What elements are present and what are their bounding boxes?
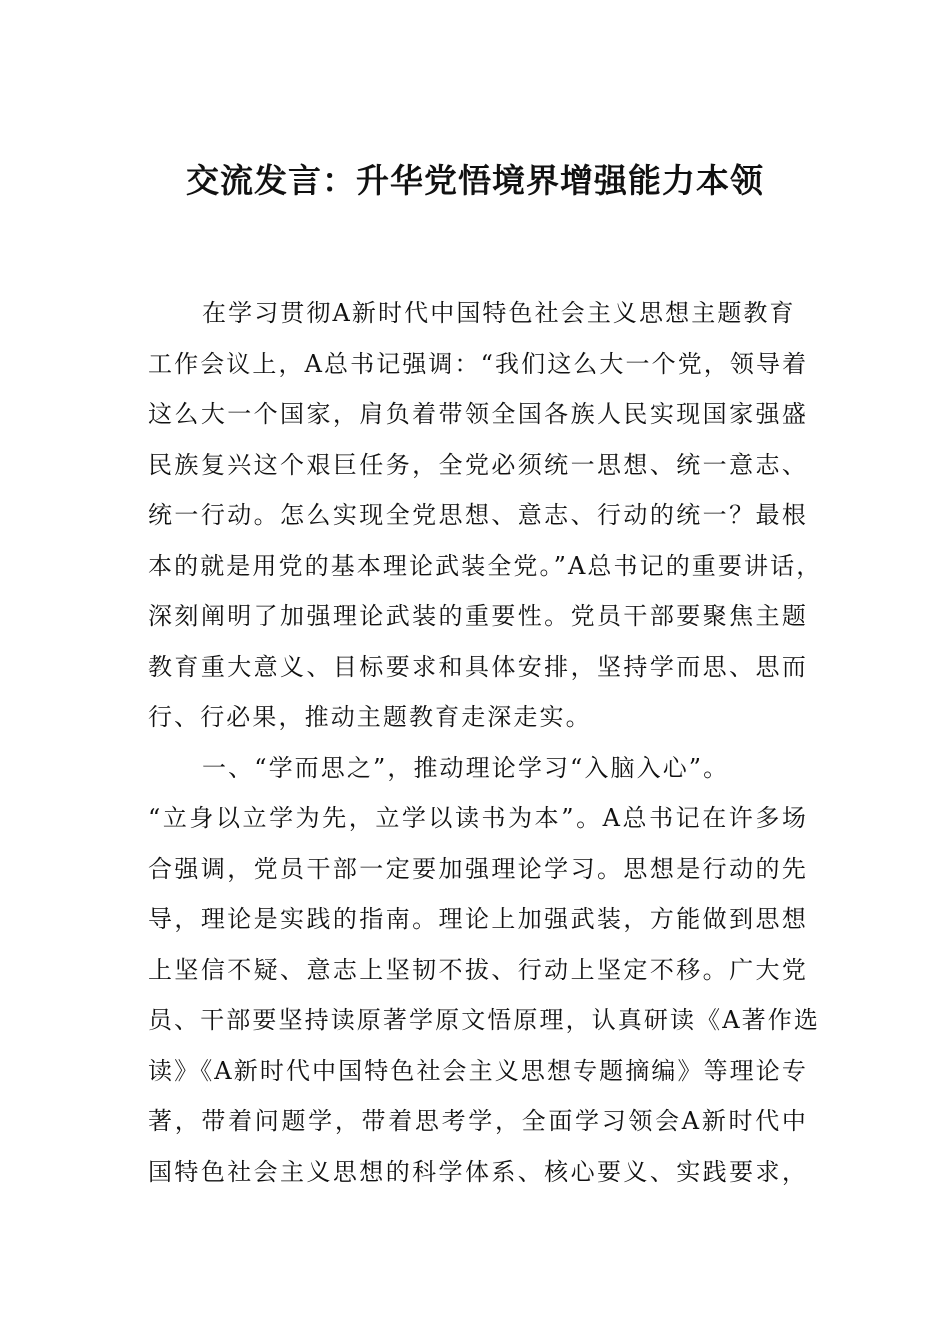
document-title: 交流发言：升华党悟境界增强能力本领	[186, 161, 764, 200]
section-heading-1: 一、“学而思之”，推动理论学习“入脑入心”。	[202, 753, 730, 782]
paragraph-2-line-6: 读》《A新时代中国特色社会主义思想专题摘编》等理论专	[148, 1056, 808, 1085]
paragraph-1-line-1: 在学习贯彻A新时代中国特色社会主义思想主题教育	[202, 299, 796, 327]
paragraph-1-line-8: 教育重大意义、目标要求和具体安排，坚持学而思、思而	[148, 652, 808, 681]
paragraph-2-line-4: 上坚信不疑、意志上坚韧不拔、行动上坚定不移。广大党	[148, 955, 808, 984]
paragraph-2-line-8: 国特色社会主义思想的科学体系、核心要义、实践要求，	[148, 1157, 808, 1186]
document-body	[148, 288, 823, 1197]
paragraph-1-line-3: 这么大一个国家，肩负着带领全国各族人民实现国家强盛	[148, 400, 808, 428]
paragraph-2-line-3: 导，理论是实践的指南。理论上加强武装，方能做到思想	[148, 905, 808, 933]
paragraph-2-line-1: “立身以立学为先，立学以读书为本”。A总书记在许多场	[148, 804, 808, 832]
paragraph-1-line-6: 本的就是用党的基本理论武装全党。”A总书记的重要讲话，	[148, 551, 823, 580]
paragraph-1-line-7: 深刻阐明了加强理论武装的重要性。党员干部要聚焦主题	[148, 602, 808, 630]
paragraph-1-line-2: 工作会议上，A总书记强调：“我们这么大一个党，领导着	[148, 349, 809, 378]
paragraph-1-line-4: 民族复兴这个艰巨任务，全党必须统一思想、统一意志、	[148, 450, 808, 479]
paragraph-2-line-7: 著，带着问题学，带着思考学，全面学习领会A新时代中	[148, 1107, 808, 1135]
paragraph-1-line-5: 统一行动。怎么实现全党思想、意志、行动的统一？最根	[148, 501, 808, 529]
paragraph-2-line-5: 员、干部要坚持读原著学原文悟原理，认真研读《A著作选	[148, 1006, 820, 1034]
paragraph-2-line-2: 合强调，党员干部一定要加强理论学习。思想是行动的先	[148, 854, 808, 883]
paragraph-1-line-9: 行、行必果，推动主题教育走深走实。	[148, 703, 592, 731]
